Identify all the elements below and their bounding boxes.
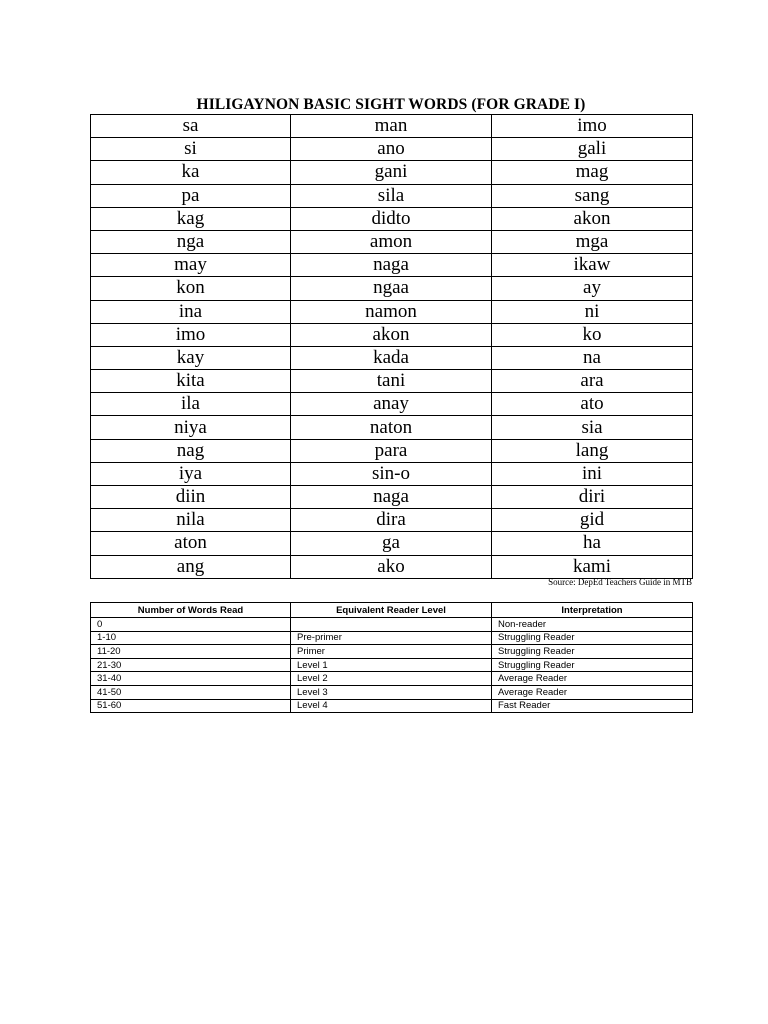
reader-level-cell: Pre-primer — [291, 631, 492, 645]
sight-word-cell: sang — [492, 184, 693, 207]
table-row — [91, 509, 693, 532]
table-row — [91, 699, 693, 713]
sight-word-cell: gid — [492, 509, 693, 532]
sight-word-cell: diri — [492, 486, 693, 509]
reader-levels-body — [91, 618, 693, 713]
words-read-cell: 51-60 — [91, 699, 291, 713]
interpretation-cell: Struggling Reader — [492, 631, 693, 645]
sight-word-cell: kay — [91, 346, 291, 369]
table-row — [91, 462, 693, 485]
sight-word-cell: akon — [492, 207, 693, 230]
interpretation-cell: Average Reader — [492, 672, 693, 686]
sight-word-cell: may — [91, 254, 291, 277]
table-row — [91, 416, 693, 439]
table-row — [91, 115, 693, 138]
sight-word-cell: man — [291, 115, 492, 138]
table-row — [91, 138, 693, 161]
sight-word-cell: ay — [492, 277, 693, 300]
page-title: HILIGAYNON BASIC SIGHT WORDS (FOR GRADE I) — [196, 96, 586, 113]
sight-word-cell: kag — [91, 207, 291, 230]
sight-word-cell: kami — [492, 555, 693, 578]
words-read-cell: 11-20 — [91, 645, 291, 659]
source-note: Source: DepEd Teachers Guide in MTB — [548, 577, 692, 587]
sight-word-cell: sin-o — [291, 462, 492, 485]
sight-word-cell: anay — [291, 393, 492, 416]
sight-word-cell: ila — [91, 393, 291, 416]
sight-word-cell: ara — [492, 370, 693, 393]
sight-word-cell: nga — [91, 230, 291, 253]
column-header-words-read: Number of Words Read — [91, 603, 291, 618]
table-row — [91, 346, 693, 369]
table-header-row — [91, 603, 693, 618]
column-header-reader-level: Equivalent Reader Level — [291, 603, 492, 618]
table-row — [91, 618, 693, 632]
words-read-cell: 21-30 — [91, 658, 291, 672]
table-row — [91, 631, 693, 645]
table-row — [91, 555, 693, 578]
reader-level-cell: Level 3 — [291, 685, 492, 699]
sight-word-cell: ni — [492, 300, 693, 323]
table-row — [91, 184, 693, 207]
interpretation-cell: Struggling Reader — [492, 645, 693, 659]
sight-word-cell: amon — [291, 230, 492, 253]
sight-word-cell: mga — [492, 230, 693, 253]
sight-word-cell: imo — [492, 115, 693, 138]
sight-word-cell: iya — [91, 462, 291, 485]
table-row — [91, 370, 693, 393]
sight-words-table — [90, 114, 693, 579]
column-header-interpretation: Interpretation — [492, 603, 693, 618]
table-row — [91, 658, 693, 672]
sight-word-cell: gali — [492, 138, 693, 161]
sight-word-cell: mag — [492, 161, 693, 184]
sight-word-cell: namon — [291, 300, 492, 323]
sight-word-cell: ikaw — [492, 254, 693, 277]
interpretation-cell: Non-reader — [492, 618, 693, 632]
table-row — [91, 207, 693, 230]
interpretation-cell: Struggling Reader — [492, 658, 693, 672]
interpretation-cell: Fast Reader — [492, 699, 693, 713]
table-row — [91, 685, 693, 699]
sight-word-cell: ga — [291, 532, 492, 555]
sight-word-cell: diin — [91, 486, 291, 509]
table-row — [91, 439, 693, 462]
sight-word-cell: akon — [291, 323, 492, 346]
table-row — [91, 161, 693, 184]
sight-word-cell: na — [492, 346, 693, 369]
sight-word-cell: naga — [291, 486, 492, 509]
table-row — [91, 393, 693, 416]
sight-word-cell: ako — [291, 555, 492, 578]
table-row — [91, 230, 693, 253]
sight-word-cell: kon — [91, 277, 291, 300]
sight-word-cell: sila — [291, 184, 492, 207]
reader-levels-table — [90, 602, 693, 713]
table-row — [91, 323, 693, 346]
sight-word-cell: dira — [291, 509, 492, 532]
table-row — [91, 300, 693, 323]
sight-word-cell: ini — [492, 462, 693, 485]
sight-word-cell: ano — [291, 138, 492, 161]
sight-word-cell: ka — [91, 161, 291, 184]
sight-word-cell: kada — [291, 346, 492, 369]
words-read-cell: 31-40 — [91, 672, 291, 686]
table-row — [91, 645, 693, 659]
sight-word-cell: ato — [492, 393, 693, 416]
reader-level-cell: Level 2 — [291, 672, 492, 686]
sight-word-cell: naga — [291, 254, 492, 277]
sight-word-cell: sa — [91, 115, 291, 138]
sight-word-cell: nila — [91, 509, 291, 532]
table-row — [91, 254, 693, 277]
reader-level-cell: Level 1 — [291, 658, 492, 672]
sight-word-cell: didto — [291, 207, 492, 230]
sight-word-cell: ina — [91, 300, 291, 323]
sight-word-cell: naton — [291, 416, 492, 439]
sight-word-cell: tani — [291, 370, 492, 393]
table-row — [91, 532, 693, 555]
table-row — [91, 277, 693, 300]
sight-word-cell: ang — [91, 555, 291, 578]
words-read-cell: 0 — [91, 618, 291, 632]
sight-word-cell: si — [91, 138, 291, 161]
words-read-cell: 41-50 — [91, 685, 291, 699]
sight-word-cell: lang — [492, 439, 693, 462]
sight-word-cell: sia — [492, 416, 693, 439]
reader-level-cell — [291, 618, 492, 632]
interpretation-cell: Average Reader — [492, 685, 693, 699]
sight-word-cell: nag — [91, 439, 291, 462]
reader-level-cell: Level 4 — [291, 699, 492, 713]
table-row — [91, 672, 693, 686]
sight-words-body — [91, 115, 693, 579]
sight-word-cell: imo — [91, 323, 291, 346]
table-row — [91, 486, 693, 509]
sight-word-cell: para — [291, 439, 492, 462]
sight-word-cell: ngaa — [291, 277, 492, 300]
sight-word-cell: ko — [492, 323, 693, 346]
sight-word-cell: ha — [492, 532, 693, 555]
sight-word-cell: pa — [91, 184, 291, 207]
reader-level-cell: Primer — [291, 645, 492, 659]
sight-word-cell: aton — [91, 532, 291, 555]
sight-word-cell: niya — [91, 416, 291, 439]
words-read-cell: 1-10 — [91, 631, 291, 645]
sight-word-cell: gani — [291, 161, 492, 184]
sight-word-cell: kita — [91, 370, 291, 393]
